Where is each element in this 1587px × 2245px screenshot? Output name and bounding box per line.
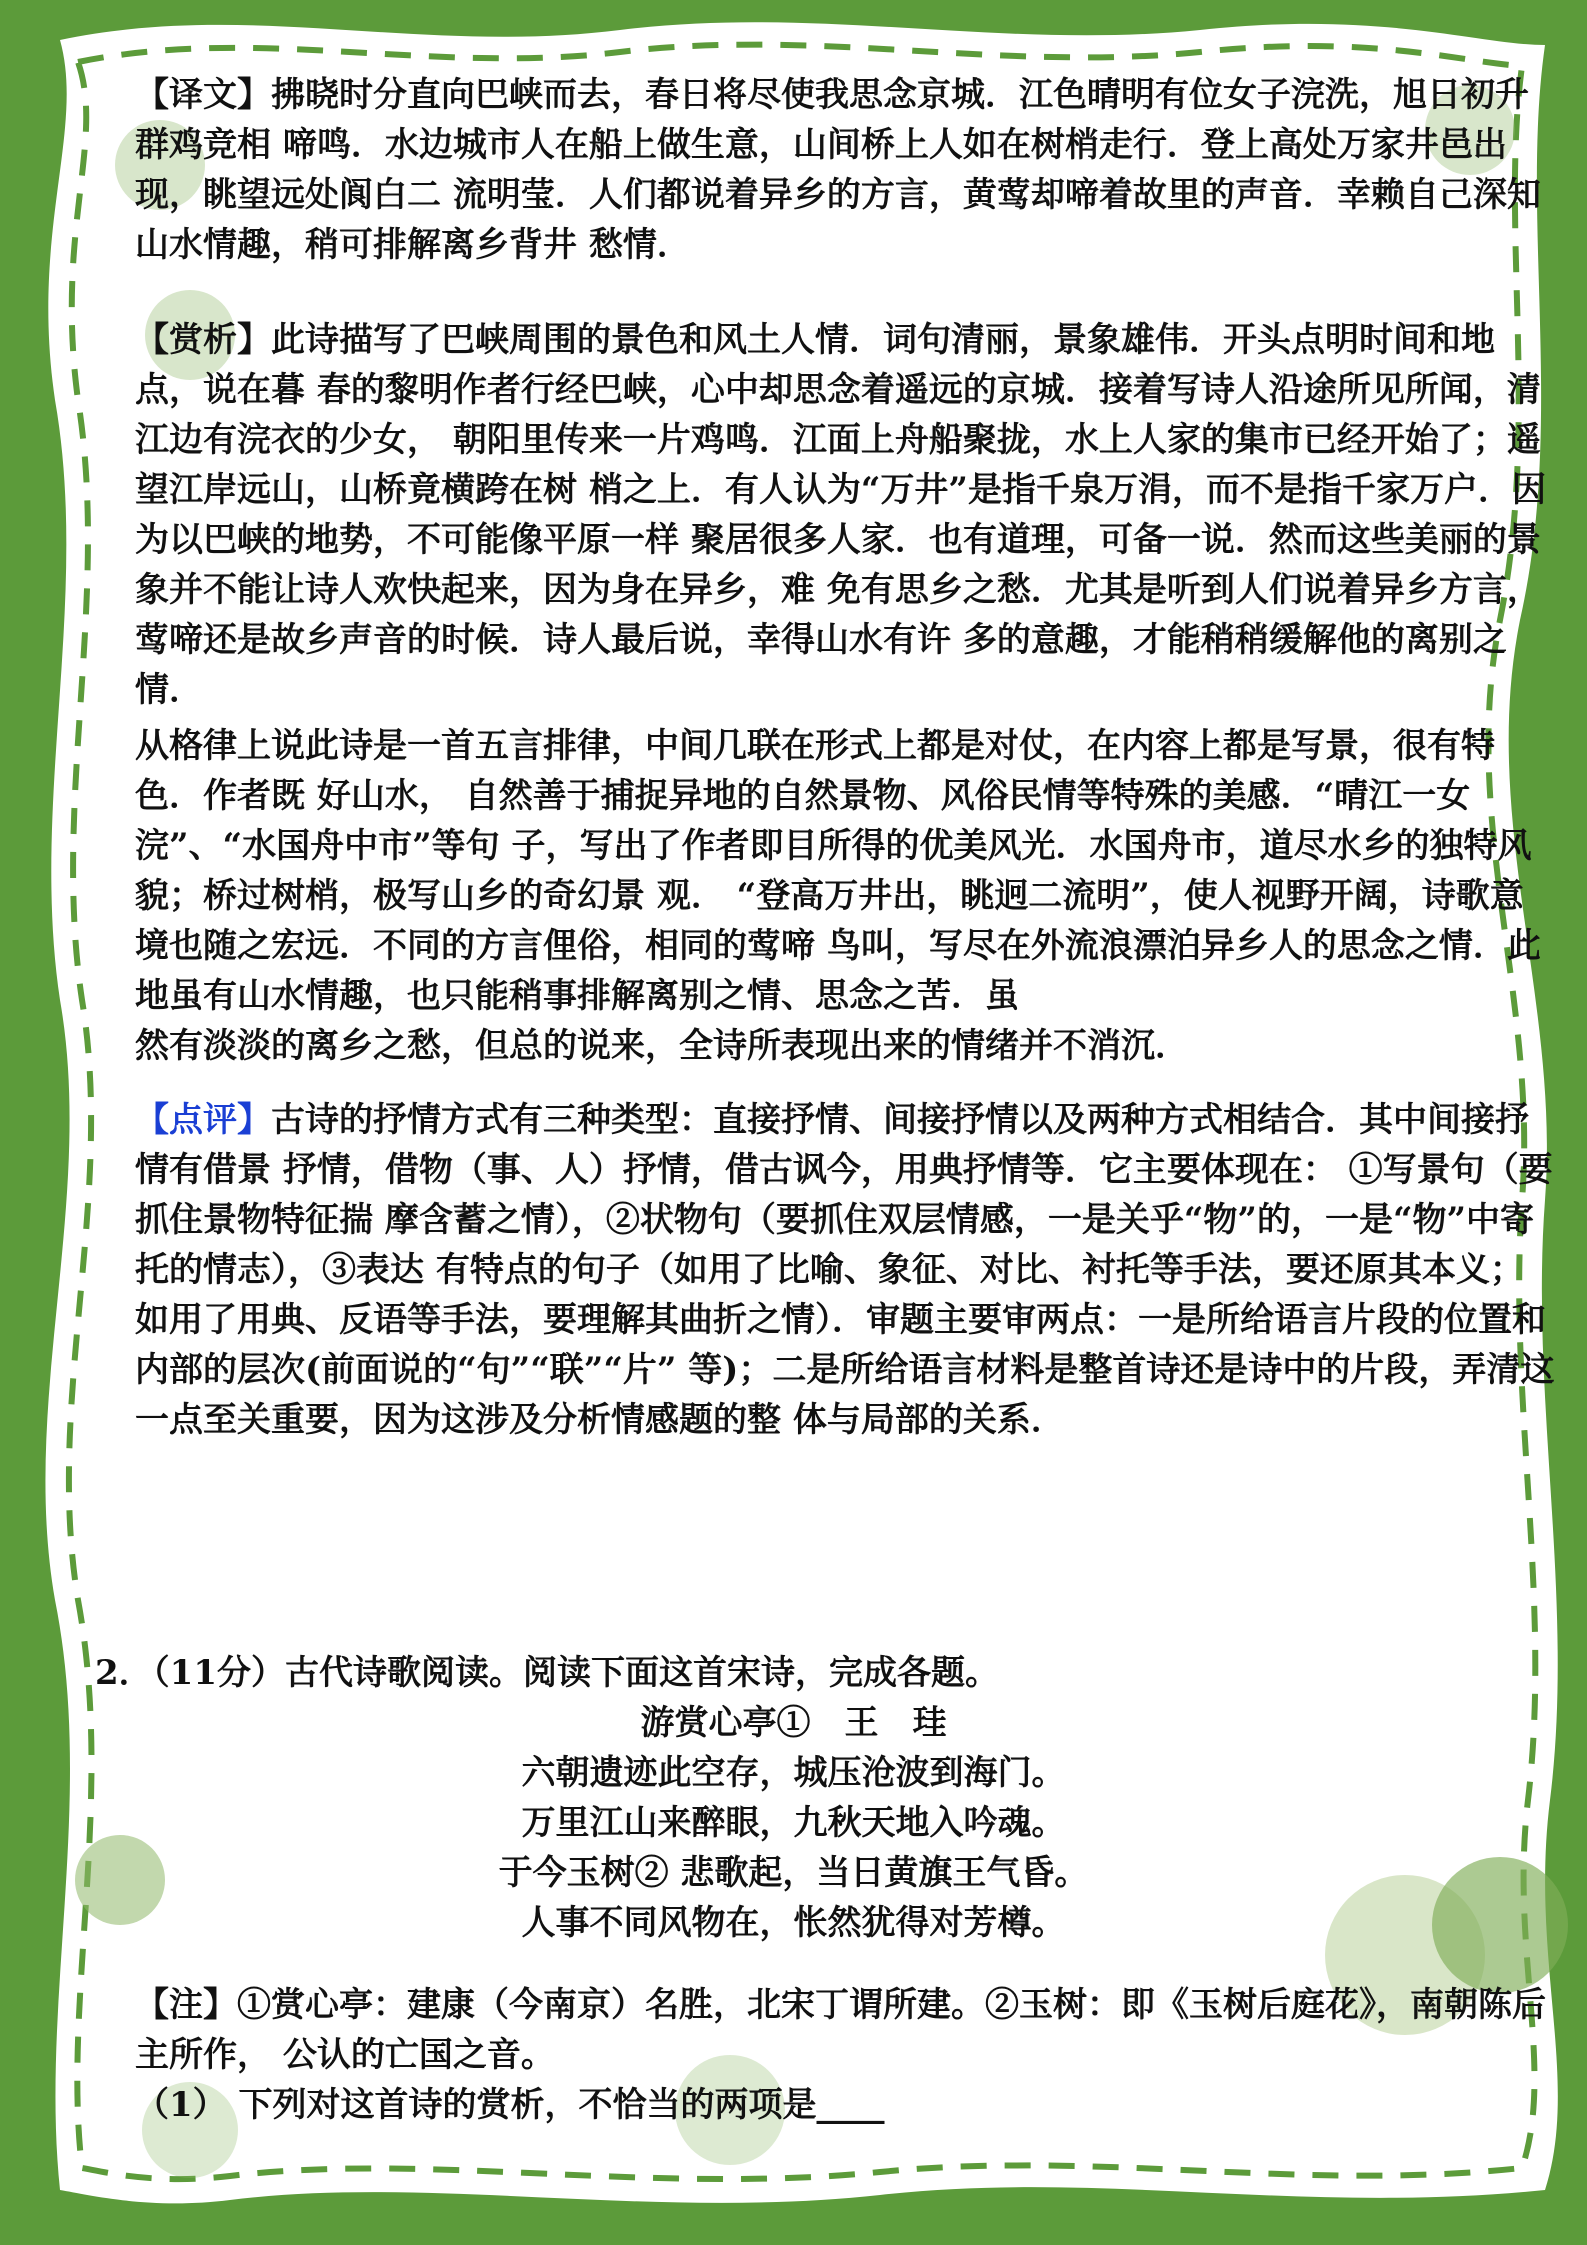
translation-section: [135, 70, 1555, 270]
translation-label: 【译文】: [135, 75, 271, 115]
comment-label: 【点评】: [135, 1100, 271, 1140]
poem-title: 游赏心亭① 王 珪: [640, 1703, 947, 1743]
poem-line: 万里江山来醉眼，九秋天地入吟魂。: [521, 1803, 1066, 1843]
translation-text: 拂晓时分直向巴峡而去，春日将尽使我思念京城．江色晴明有位女子浣洗，旭日初升群鸡竞相 啼鸣．水边城市人在船上做生意，山间桥上人如在树梢走行．登上高处万家井邑出现，眺望远处阆白二 流明莹．人们都说着异乡的方言，黄莺却啼着故里的声音．幸赖自己深知山水情趣，稍可排解离乡背井 愁情．: [135, 75, 1541, 265]
appreciation-section: [135, 315, 1555, 1071]
appreciation-text-2: 从格律上说此诗是一首五言排律，中间几联在形式上都是对仗，在内容上都是写景，很有特色．作者既 好山水， 自然善于捕捉异地的自然景物、风俗民情等特殊的美感．“晴江一女浣”、“水国舟中市”等句 子，写出了作者即目所得的优美风光．水国舟市，道尽水乡的独特风貌；桥过树梢，极写山乡的奇幻景 观． “登高万井出，眺迥二流明”，使人视野开阔，诗歌意境也随之宏远．不同的方言俚俗，相同的莺啼 鸟叫，写尽在外流浪漂泊异乡人的思念之情．此地虽有山水情趣，也只能稍事排解离别之情、思念之苦．虽: [135, 726, 1541, 1016]
question-number: 2．（11分）: [95, 1653, 285, 1693]
question-heading: [95, 1645, 999, 1694]
note-text: ①赏心亭：建康（今南京）名胜，北宋丁谓所建。②玉树：即《玉树后庭花》，南朝陈后主所作， 公认的亡国之音。: [135, 1985, 1546, 2075]
poem-line: 于今玉树② 悲歌起，当日黄旗王气昏。: [498, 1853, 1089, 1893]
note-label: 【注】: [135, 1985, 237, 2025]
poem-line: 人事不同风物在，怅然犹得对芳樽。: [521, 1903, 1066, 1943]
comment-section: [135, 1095, 1555, 1445]
question-text: 古代诗歌阅读。阅读下面这首宋诗，完成各题。: [284, 1653, 999, 1693]
poem-line: 六朝遗迹此空存，城压沧波到海门。: [521, 1753, 1066, 1793]
sub-question-1: （1） 下列对这首诗的赏析，不恰当的两项是____: [135, 2085, 885, 2125]
appreciation-label: 【赏析】: [135, 320, 271, 360]
appreciation-text: 此诗描写了巴峡周围的景色和风土人情．词句清丽，景象雄伟．开头点明时间和地点，说在暮 春的黎明作者行经巴峡，心中却思念着遥远的京城．接着写诗人沿途所见所闻，清江边有浣衣的少女， 朝阳里传来一片鸡鸣．江面上舟船聚拢，水上人家的集市已经开始了；遥望江岸远山，山桥竟横跨在树 梢之上．有人认为“万井”是指千泉万涓，而不是指千家万户．因为以巴峡的地势，不可能像平原一样 聚居很多人家．也有道理，可备一说．然而这些美丽的景象并不能让诗人欢快起来，因为身在异乡，难 免有思乡之愁．尤其是听到人们说着异乡方言，莺啼还是故乡声音的时候．诗人最后说，幸得山水有许 多的意趣，才能稍稍缓解他的离别之情．: [135, 320, 1546, 710]
comment-text: 古诗的抒情方式有三种类型：直接抒情、间接抒情以及两种方式相结合．其中间接抒情有借景 抒情，借物（事、人）抒情，借古讽今，用典抒情等．它主要体现在： ①写景句（要抓住景物特征揣 摩含蓄之情），②状物句（要抓住双层情感，一是关乎“物”的，一是“物”中寄托的情志），③表达 有特点的句子（如用了比喻、象征、对比、衬托等手法，要还原其本义；如用了用典、反语等手法，要理解其曲折之情）．审题主要审两点：一是所给语言片段的位置和内部的层次(前面说的“句”“联”“片” 等)；二是所给语言材料是整首诗还是诗中的片段，弄清这一点至关重要，因为这涉及分析情感题的整 体与局部的关系．: [135, 1100, 1555, 1440]
note-section: [135, 1980, 1555, 2130]
appreciation-text-3: 然有淡淡的离乡之愁，但总的说来，全诗所表现出来的情绪并不消沉．: [135, 1026, 1189, 1066]
